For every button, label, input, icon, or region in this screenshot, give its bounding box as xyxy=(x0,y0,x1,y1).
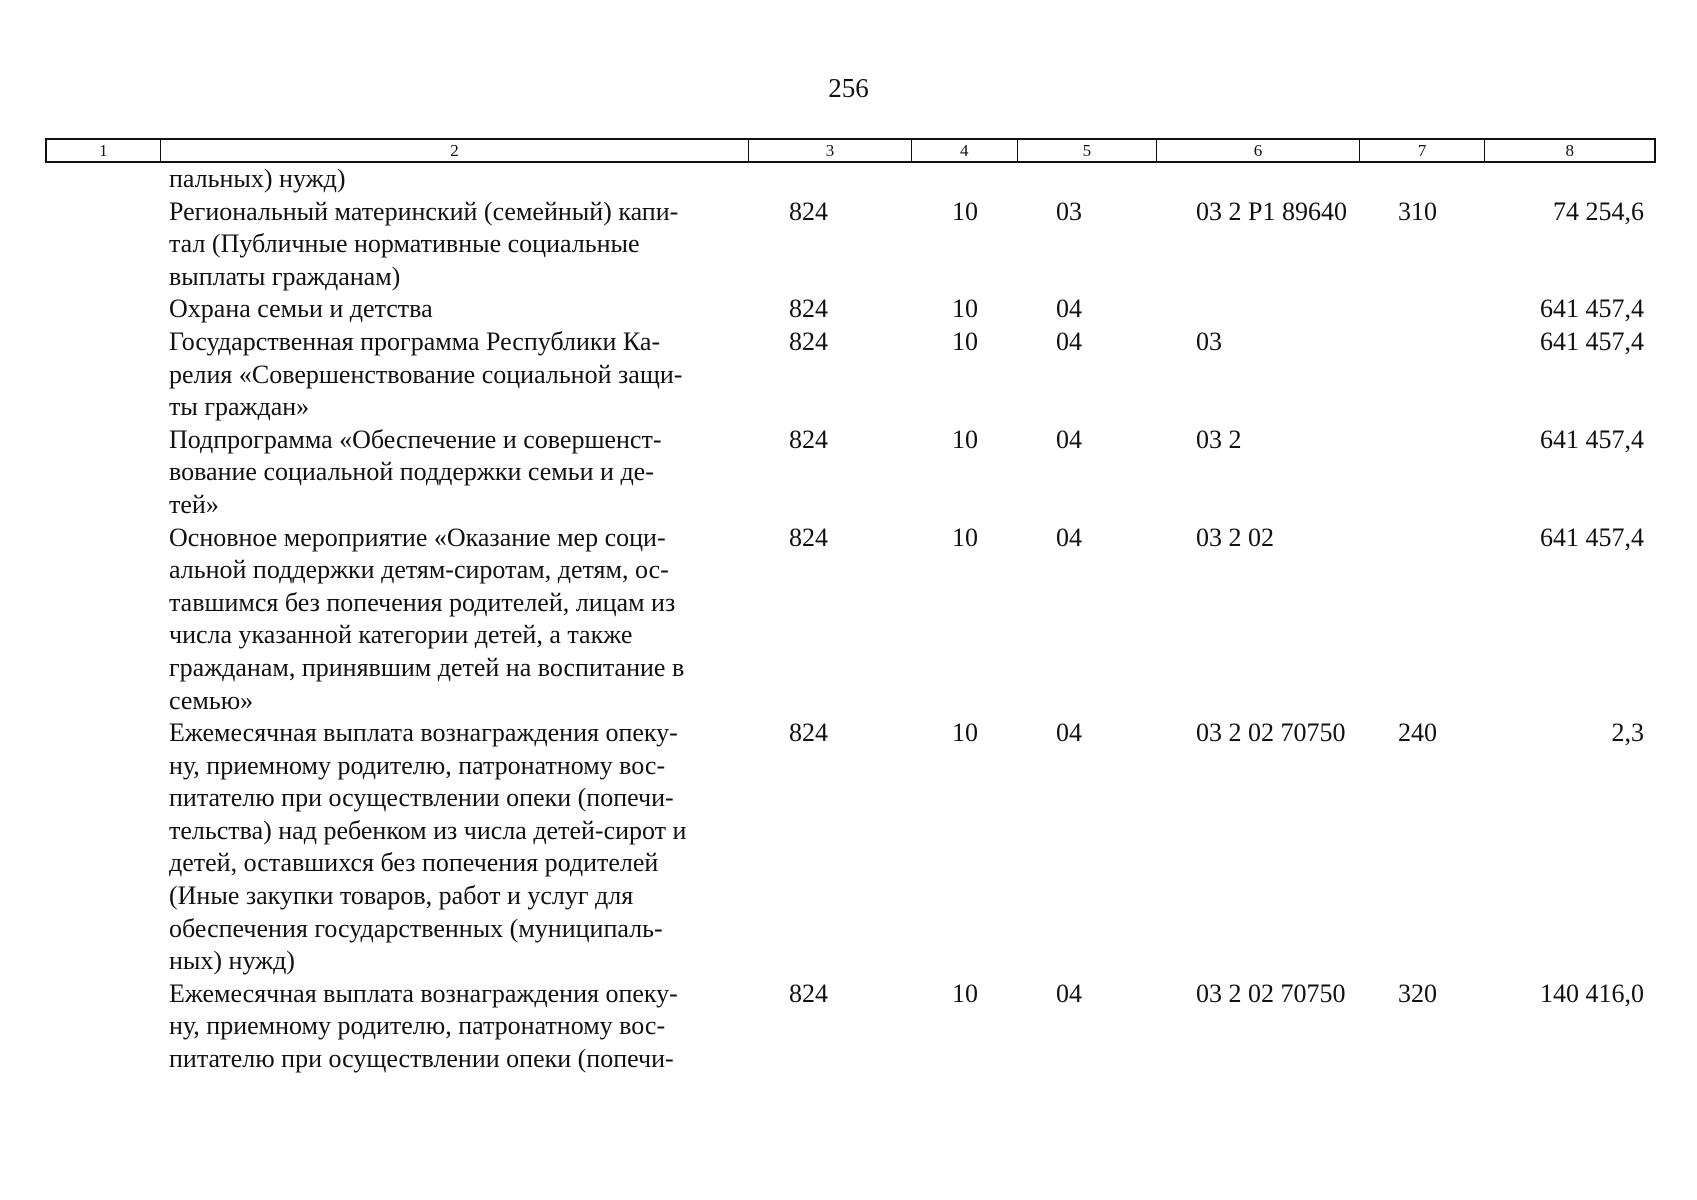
row-target-article: 03 2 02 70750 xyxy=(1196,978,1346,1008)
row-section-code: 10 xyxy=(952,718,978,748)
table-row xyxy=(45,326,1656,424)
column-header-6: 6 xyxy=(1156,140,1359,161)
table-row xyxy=(45,978,1656,1076)
table-row xyxy=(45,196,1656,294)
row-subsection-code: 04 xyxy=(1056,424,1082,454)
table-row xyxy=(45,293,1656,326)
row-expense-type: 320 xyxy=(1398,978,1437,1008)
row-ministry-code: 824 xyxy=(789,196,828,226)
row-ministry-code: 824 xyxy=(789,424,828,454)
row-amount: 74 254,6 xyxy=(1553,196,1644,226)
row-amount: 641 457,4 xyxy=(1540,326,1644,356)
table-row xyxy=(45,163,1656,196)
column-header-2: 2 xyxy=(160,140,749,161)
row-subsection-code: 04 xyxy=(1056,522,1082,552)
row-target-article: 03 2 02 xyxy=(1196,522,1274,552)
row-section-code: 10 xyxy=(952,978,978,1008)
row-target-article: 03 xyxy=(1196,326,1222,356)
row-name: Региональный материнский (семейный) капи- тал (Публичные нормативные социальные выплаты гражданам) xyxy=(169,196,679,291)
row-name: Ежемесячная выплата вознаграждения опеку- ну, приемному родителю, патронатному вос- питателю при осуществлении опеки (попечи- xyxy=(169,978,678,1074)
row-ministry-code: 824 xyxy=(789,978,828,1008)
row-amount: 641 457,4 xyxy=(1540,424,1644,454)
row-ministry-code: 824 xyxy=(789,718,828,748)
column-header-3: 3 xyxy=(748,140,911,161)
column-header-7: 7 xyxy=(1359,140,1485,161)
row-subsection-code: 03 xyxy=(1056,196,1082,226)
row-ministry-code: 824 xyxy=(789,294,828,324)
row-section-code: 10 xyxy=(952,294,978,324)
row-section-code: 10 xyxy=(952,424,978,454)
table-header-row xyxy=(45,138,1656,163)
page-number: 256 xyxy=(828,73,869,103)
row-name: Ежемесячная выплата вознаграждения опеку- ну, приемному родителю, патронатному вос- питателю при осуществлении опеки (попечи- тельства) над ребенком из числа детей-сирот и детей, оставшихся без попечения родителей (Иные закупки товаров, работ и услуг для обеспечения государственных (муниципаль- ных) нужд) xyxy=(169,718,687,976)
column-header-4: 4 xyxy=(911,140,1017,161)
row-name: Охрана семьи и детства xyxy=(169,294,433,324)
row-subsection-code: 04 xyxy=(1056,978,1082,1008)
row-amount: 641 457,4 xyxy=(1540,294,1644,324)
row-amount: 140 416,0 xyxy=(1540,978,1644,1008)
row-ministry-code: 824 xyxy=(789,326,828,356)
row-section-code: 10 xyxy=(952,196,978,226)
row-target-article: 03 2 xyxy=(1196,424,1242,454)
row-target-article: 03 2 P1 89640 xyxy=(1196,196,1347,226)
row-amount: 641 457,4 xyxy=(1540,522,1644,552)
row-expense-type: 310 xyxy=(1398,196,1437,226)
table-row xyxy=(45,424,1656,522)
row-ministry-code: 824 xyxy=(789,522,828,552)
column-header-8: 8 xyxy=(1484,140,1654,161)
table-row xyxy=(45,522,1656,718)
row-section-code: 10 xyxy=(952,326,978,356)
row-subsection-code: 04 xyxy=(1056,326,1082,356)
table-row xyxy=(45,717,1656,978)
row-name: Основное мероприятие «Оказание мер соци- альной поддержки детям-сиротам, детям, ос- тавшимся без попечения родителей, лицам из числа указанной категории детей, а также гражданам, принявшим детей на воспитание в семью» xyxy=(169,522,685,715)
budget-table-body xyxy=(45,163,1656,1076)
row-subsection-code: 04 xyxy=(1056,718,1082,748)
row-amount: 2,3 xyxy=(1611,718,1644,748)
row-name: пальных) нужд) xyxy=(169,164,346,193)
row-section-code: 10 xyxy=(952,522,978,552)
row-target-article: 03 2 02 70750 xyxy=(1196,718,1346,748)
row-name: Подпрограмма «Обеспечение и совершенст- вование социальной поддержки семьи и де- тей» xyxy=(169,424,662,519)
row-expense-type: 240 xyxy=(1398,718,1437,748)
column-header-5: 5 xyxy=(1017,140,1157,161)
row-name: Государственная программа Республики Ка- релия «Совершенствование социальной защи- ты граждан» xyxy=(169,326,683,422)
row-subsection-code: 04 xyxy=(1056,294,1082,324)
column-header-1: 1 xyxy=(99,141,108,160)
